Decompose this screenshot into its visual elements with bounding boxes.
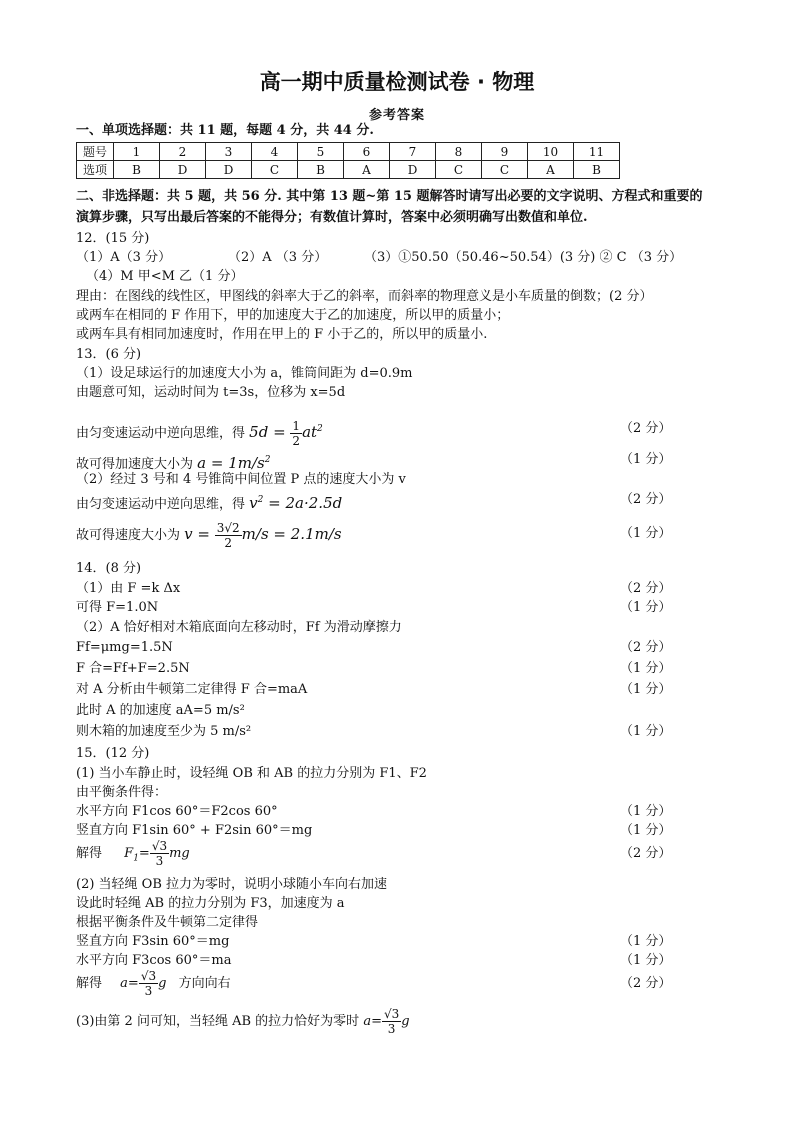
q15-line5-score: （2 分） (620, 846, 672, 861)
question-number: 6 (344, 143, 390, 161)
q15-line2: 由平衡条件得： (76, 785, 168, 800)
q14-line6-score: （1 分） (620, 682, 672, 697)
q14-line6: 对 A 分析由牛顿第二定律得 F 合=maA (76, 682, 308, 697)
question-number: 10 (528, 143, 574, 161)
q14-line2: 可得 F=1.0N (76, 600, 159, 615)
q13-line1: （1）设足球运行的加速度大小为 a，锥筒间距为 d=0.9m (76, 366, 413, 381)
q15-line10: 水平方向 F3cos 60°＝ma (76, 953, 232, 968)
q13-line3-text: 由匀变速运动中逆向思维，得 (76, 426, 246, 441)
question-number: 4 (252, 143, 298, 161)
q14-line2-score: （1 分） (620, 600, 672, 615)
q13-line7 (76, 518, 342, 552)
q15-line4-score: （1 分） (620, 823, 672, 838)
q15-line8: 根据平衡条件及牛顿第二定律得 (76, 915, 259, 930)
row-label: 选项 (77, 161, 114, 179)
section2-heading-line2: 演算步骤，只写出最后答案的不能得分；有数值计算时，答案中必须明确写出数值和单位. (76, 210, 588, 225)
q15-eq-a-final: a= $\frac{√3}{3}$ g (363, 1007, 410, 1036)
q12-heading: 12．(15 分) (76, 231, 150, 246)
q12-reason3: 或两车具有相同加速度时，作用在甲上的 F 小于乙的，所以甲的质量小. (76, 327, 488, 342)
q15-line7: 设此时轻绳 AB 的拉力分别为 F3，加速度为 a (76, 896, 345, 911)
question-number: 11 (574, 143, 620, 161)
q12-part2: （2）A （3 分） (228, 250, 328, 265)
q15-line11-score: （2 分） (620, 976, 672, 991)
q14-heading: 14．(8 分) (76, 561, 142, 576)
q15-line3-score: （1 分） (620, 804, 672, 819)
question-number: 1 (114, 143, 160, 161)
answer-cell: B (574, 161, 620, 179)
q13-eq-velocity: v = $\frac{3√2}{2}$ m/s = 2.1m/s (184, 520, 342, 550)
question-number: 5 (298, 143, 344, 161)
answer-cell: D (206, 161, 252, 179)
q15-line9: 竖直方向 F3sin 60°＝mg (76, 934, 230, 949)
q14-line4: Ff=μmg=1.5N (76, 640, 173, 655)
q15-heading: 15．(12 分) (76, 746, 150, 761)
q14-line8: 则木箱的加速度至少为 5 m/s² (76, 724, 252, 739)
q13-heading: 13．(6 分) (76, 347, 142, 362)
q12-part4: （4）M 甲<M 乙（1 分） (86, 269, 244, 284)
q13-line6-score: （2 分） (620, 492, 672, 507)
q15-line3: 水平方向 F1cos 60°＝F2cos 60° (76, 804, 278, 819)
q15-eq-a: a= $\frac{√3}{3}$ g (120, 969, 167, 998)
table-row (77, 143, 620, 161)
answer-cell: B (114, 161, 160, 179)
row-label: 题号 (77, 143, 114, 161)
answer-cell: A (344, 161, 390, 179)
question-number: 2 (160, 143, 206, 161)
q15-line6: (2) 当轻绳 OB 拉力为零时，说明小球随小车向右加速 (76, 877, 388, 892)
page-subtitle: 参考答案 (368, 108, 425, 123)
q14-line5-score: （1 分） (620, 661, 672, 676)
table-row (77, 161, 620, 179)
q15-line11-direction: 方向向右 (178, 976, 231, 991)
q12-part3: （3）①50.50（50.46~50.54）(3 分) ② C （3 分） (364, 250, 683, 265)
q13-line4-text: 故可得加速度大小为 (76, 457, 194, 472)
question-number: 7 (390, 143, 436, 161)
q13-line3-score: （2 分） (620, 421, 672, 436)
answer-cell: A (528, 161, 574, 179)
q12-reason1: 理由：在图线的线性区，甲图线的斜率大于乙的斜率，而斜率的物理意义是小车质量的倒数；(2 分） (76, 289, 653, 304)
answer-cell: C (436, 161, 482, 179)
q15-line1: (1) 当小车静止时，设轻绳 OB 和 AB 的拉力分别为 F1、F2 (76, 766, 427, 781)
question-number: 8 (436, 143, 482, 161)
q13-eq-velocity-squared: $v^2 = 2a\cdot 2.5d$ (249, 494, 343, 512)
answer-cell: C (252, 161, 298, 179)
q13-line7-text: 故可得速度大小为 (76, 528, 181, 543)
q15-line12-text: (3)由第 2 问可知，当轻绳 AB 的拉力恰好为零时 (76, 1014, 360, 1029)
q15-eq-f1: $F_1=$ $\frac{√3}{3}$ mg (124, 839, 190, 868)
answer-cell: D (160, 161, 206, 179)
q13-line6-text: 由匀变速运动中逆向思维，得 (76, 497, 246, 512)
answer-cell: D (390, 161, 436, 179)
q13-eq-acceleration: $a = 1m/s^2$ (197, 454, 271, 472)
q13-line7-score: （1 分） (620, 526, 672, 541)
q15-line12 (76, 1006, 410, 1038)
q14-line1-score: （2 分） (620, 581, 672, 596)
q13-line3 (76, 414, 323, 449)
q15-line11-text: 解得 (76, 976, 103, 991)
q14-line3: （2）A 恰好相对木箱底面向左移动时，Ff 为滑动摩擦力 (76, 620, 402, 635)
q15-line4: 竖直方向 F1sin 60° + F2sin 60°＝mg (76, 823, 313, 838)
q13-line6 (76, 491, 342, 514)
answer-cell: C (482, 161, 528, 179)
answer-cell: B (298, 161, 344, 179)
q14-line4-score: （2 分） (620, 640, 672, 655)
answer-table (76, 142, 620, 179)
q13-eq-displacement: 5d = $\frac{1}{2}$ $at^2$ (249, 418, 323, 448)
q12-part1: （1）A（3 分） (76, 250, 172, 265)
q15-line5 (76, 838, 190, 875)
q15-line9-score: （1 分） (620, 934, 672, 949)
question-number: 3 (206, 143, 252, 161)
q14-line8-score: （1 分） (620, 724, 672, 739)
page-title: 高一期中质量检测试卷 · 物理 (259, 70, 535, 94)
q15-line11 (76, 968, 231, 1000)
q13-line5: （2）经过 3 号和 4 号锥筒中间位置 P 点的速度大小为 v (76, 472, 406, 487)
q15-line5-text: 解得 (76, 846, 103, 861)
section2-heading-line1: 二、非选择题：共 5 题，共 56 分. 其中第 13 题~第 15 题解答时请写出必要的文字说明、方程式和重要的 (76, 189, 703, 204)
q15-line10-score: （1 分） (620, 953, 672, 968)
q14-line5: F 合=Ff+F=2.5N (76, 661, 190, 676)
q13-line2: 由题意可知，运动时间为 t=3s，位移为 x=5d (76, 385, 346, 400)
question-number: 9 (482, 143, 528, 161)
q14-line1: （1）由 F =k Δx (76, 581, 181, 596)
q12-reason2: 或两车在相同的 F 作用下，甲的加速度大于乙的加速度，所以甲的质量小； (76, 308, 510, 323)
q13-line4-score: （1 分） (620, 452, 672, 467)
q14-line7: 此时 A 的加速度 aA=5 m/s² (76, 703, 245, 718)
section1-heading: 一、单项选择题：共 11 题，每题 4 分，共 44 分. (76, 123, 374, 138)
